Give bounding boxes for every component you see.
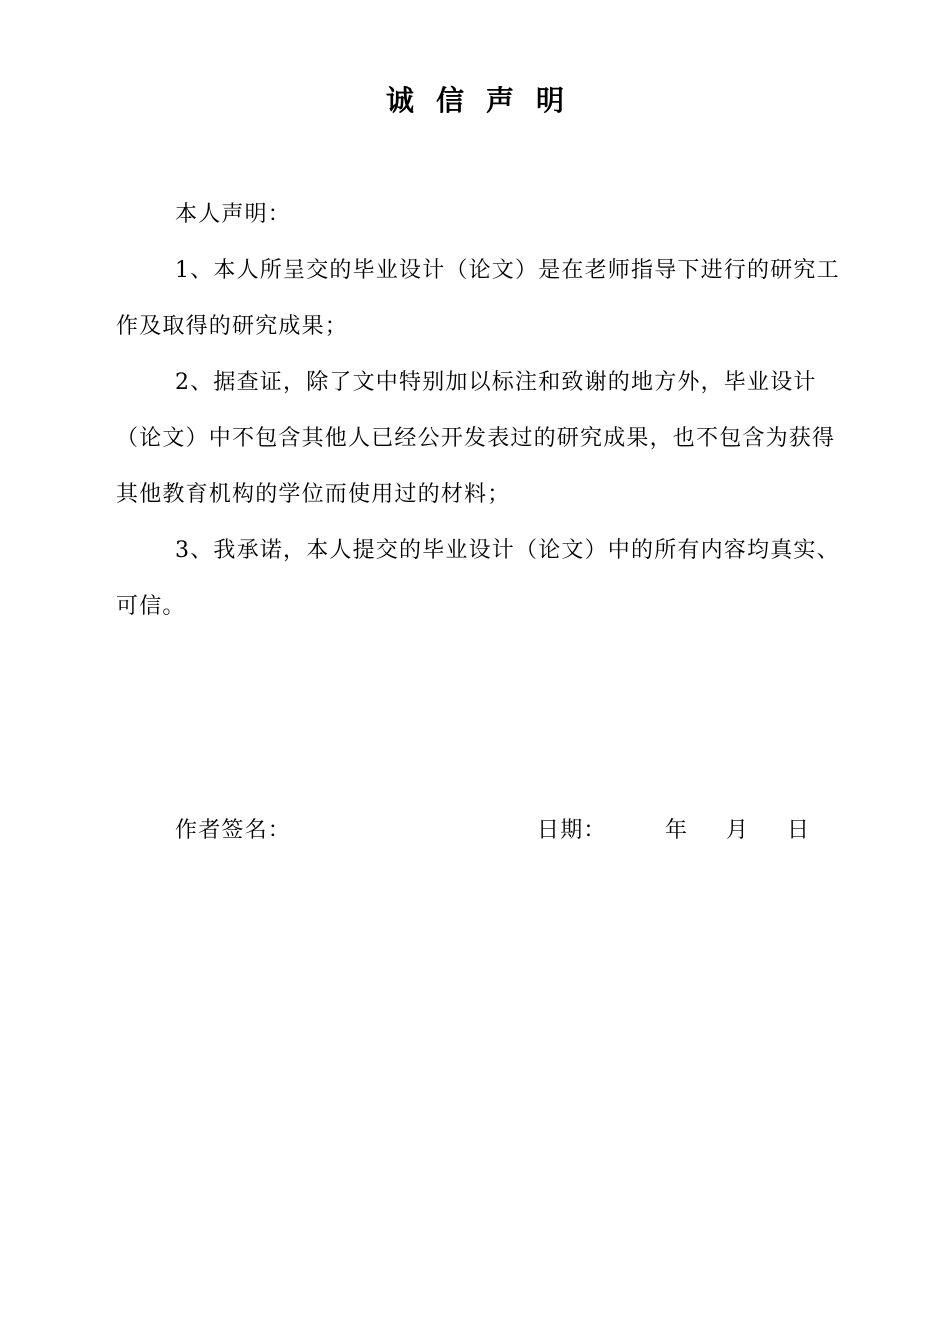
intro-text: 本人声明： <box>175 202 292 227</box>
item-3-text: 3、我承诺，本人提交的毕业设计（论文）中的所有内容均真实、可信。 <box>116 538 840 619</box>
item-2-text: 2、据查证，除了文中特别加以标注和致谢的地方外，毕业设计（论文）中不包含其他人已经公开发表过的研究成果，也不包含为获得其他教育机构的学位而使用过的材料； <box>116 370 836 507</box>
year-label: 年 <box>665 818 689 843</box>
declaration-item-1 <box>116 243 846 355</box>
date-label: 日期： <box>537 818 607 843</box>
author-signature-label: 作者签名： <box>175 818 292 843</box>
item-1-text: 1、本人所呈交的毕业设计（论文）是在老师指导下进行的研究工作及取得的研究成果； <box>116 258 840 339</box>
author-signature-field[interactable] <box>290 803 510 859</box>
month-label: 月 <box>726 818 750 843</box>
signature-row <box>0 803 950 859</box>
page-title: 诚信声明 <box>385 84 586 117</box>
declaration-item-3 <box>116 523 846 635</box>
declaration-item-2 <box>116 355 846 523</box>
day-label: 日 <box>787 818 811 843</box>
declaration-intro <box>116 187 846 243</box>
